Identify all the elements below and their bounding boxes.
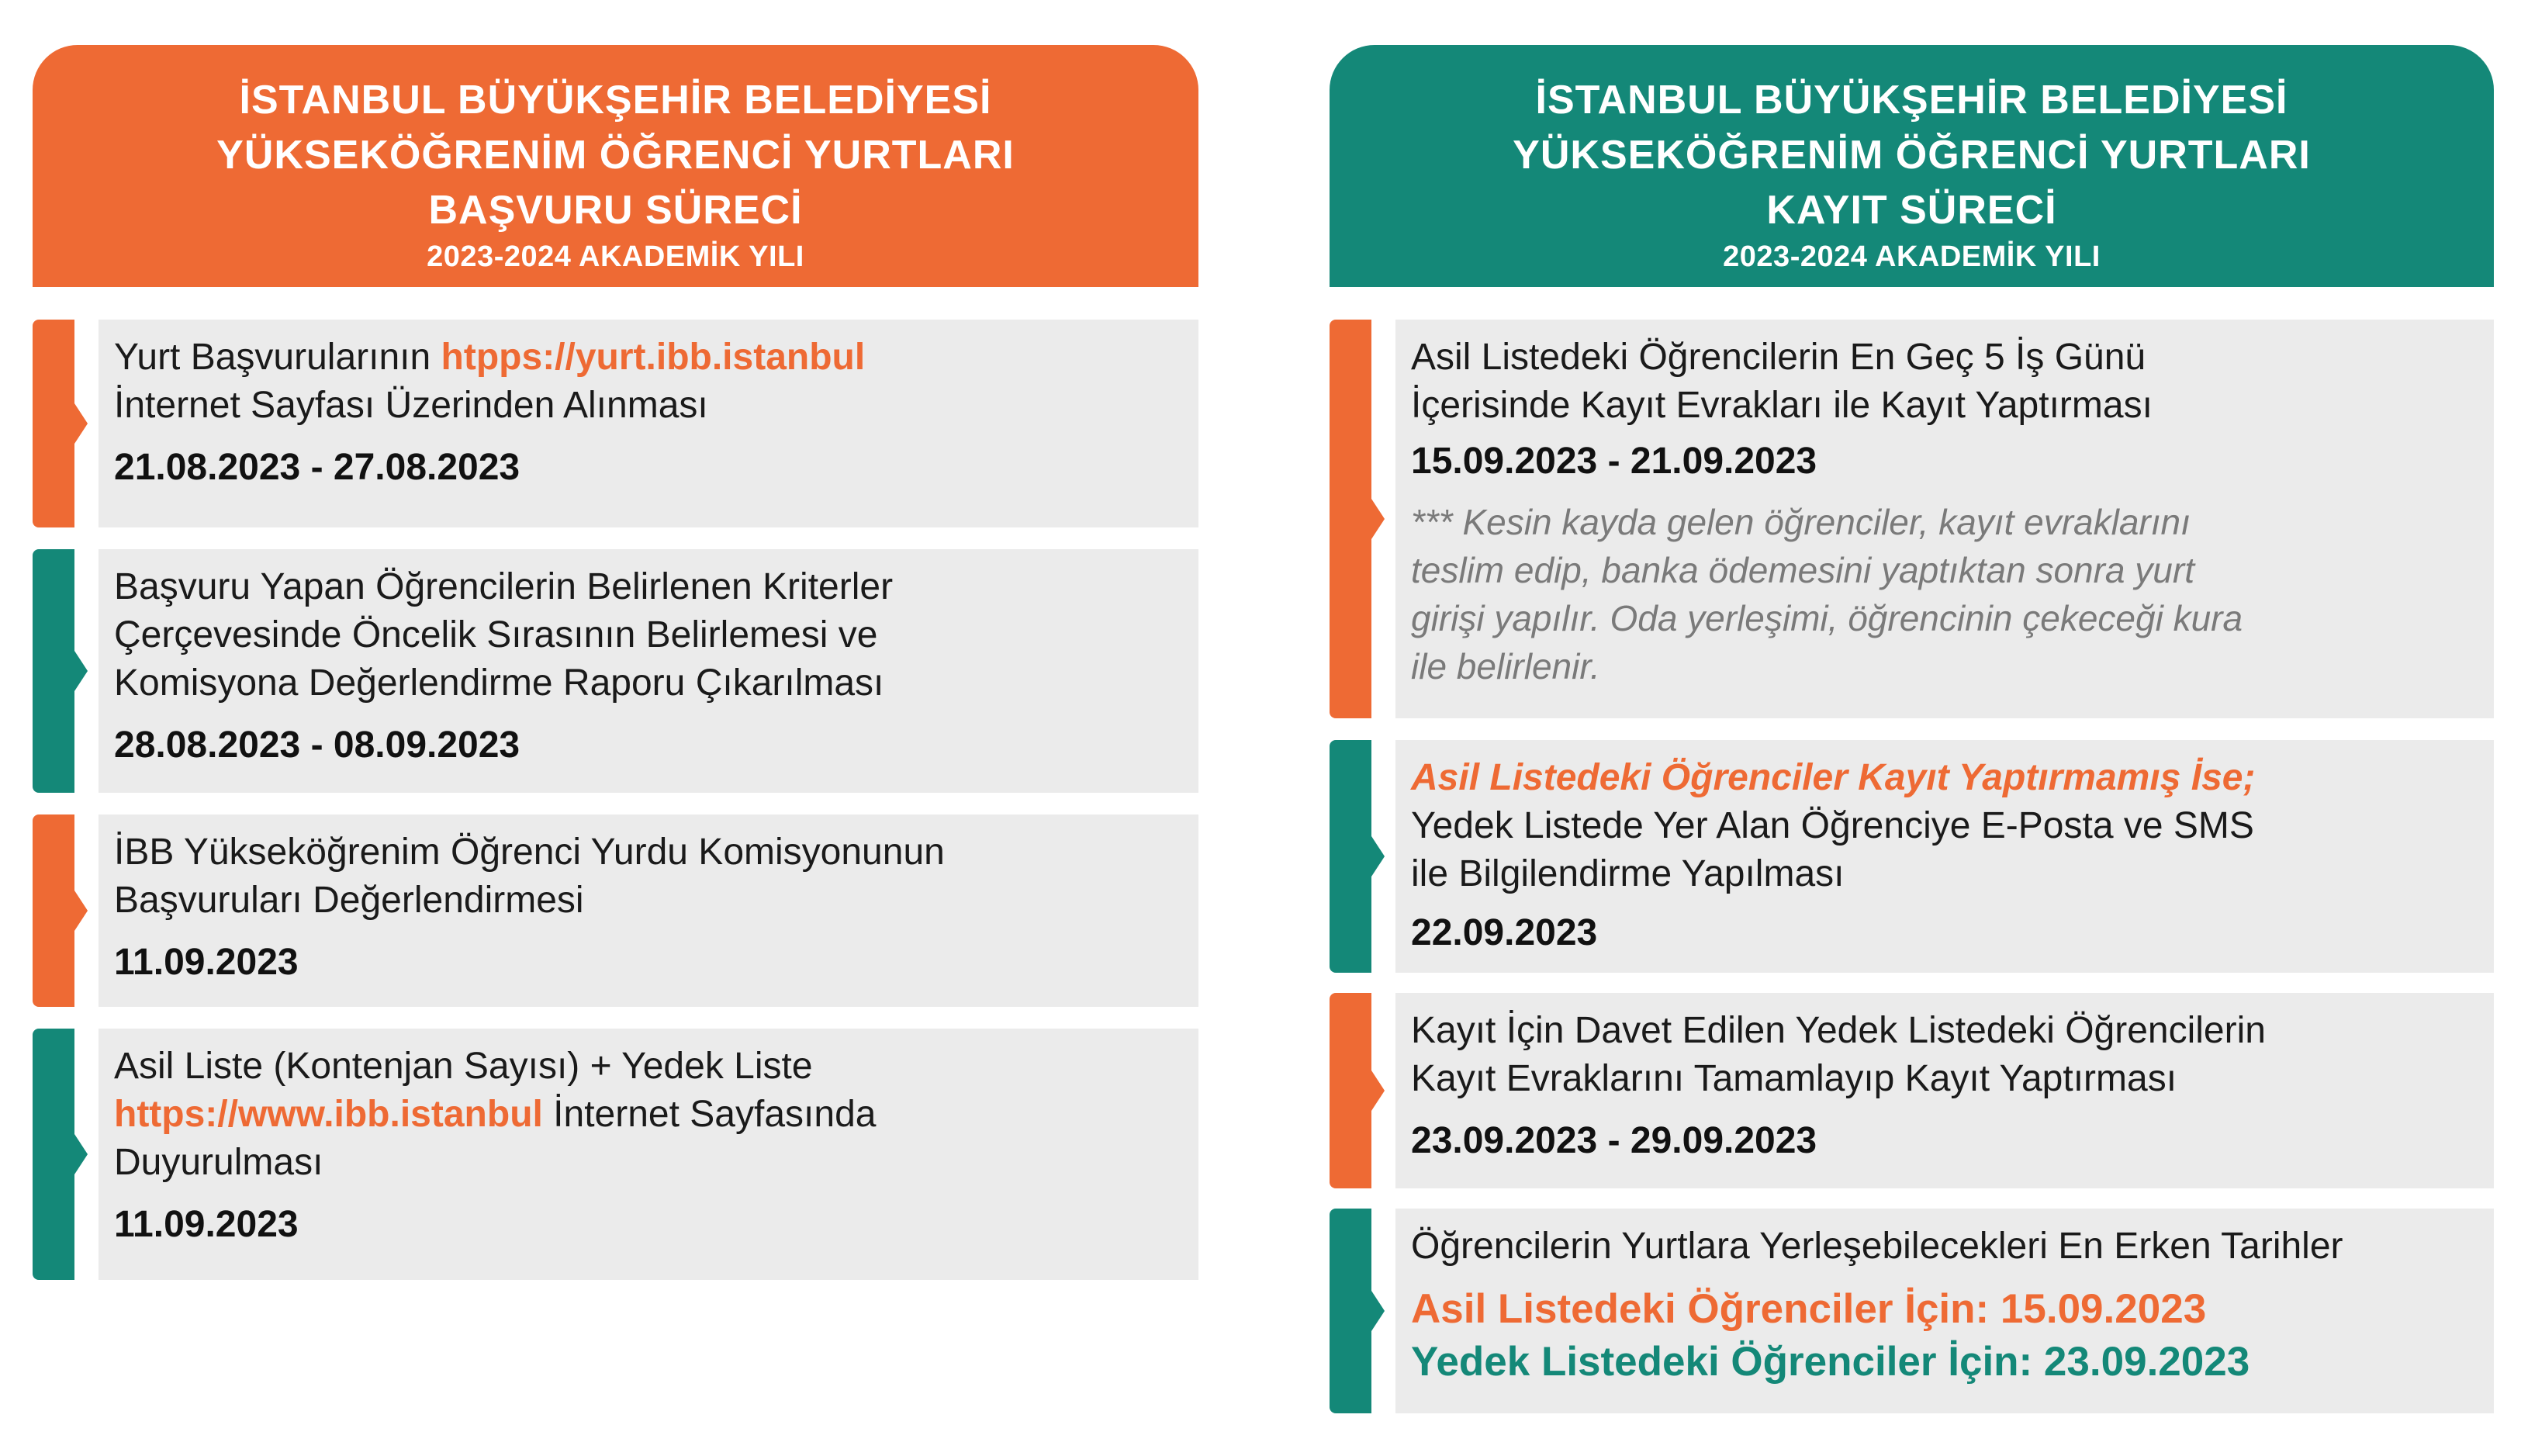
registration-process-panel [1330,45,2494,1385]
header-line-1: İSTANBUL BÜYÜKŞEHİR BELEDİYESİ [1535,78,2288,123]
application-step-3 [33,814,1198,1007]
step-date: 28.08.2023 - 08.09.2023 [114,725,520,766]
yedek-list-date: Yedek Listedeki Öğrenciler İçin: 23.09.2023 [1411,1339,2250,1385]
step-text: Başvuru Yapan Öğrencilerin Belirlenen Kriterler [114,566,894,607]
step-box [99,814,1198,1007]
step-text: Yedek Listede Yer Alan Öğrenciye E-Posta ve SMS [1411,805,2254,846]
step-marker [33,549,74,793]
registration-step-2 [1330,740,2494,973]
step-marker [1330,993,1371,1188]
application-step-4 [33,1029,1198,1280]
step-highlight: Asil Listedeki Öğrenciler Kayıt Yaptırmamış İse; [1411,757,2256,798]
step-note: ile belirlenir. [1411,646,1600,686]
step-note: girişi yapılır. Oda yerleşimi, öğrencinin çekeceği kura [1411,598,2243,638]
step-box [99,320,1198,527]
step-note: *** Kesin kayda gelen öğrenciler, kayıt evraklarını [1411,502,2191,542]
step-box [99,549,1198,793]
registration-step-4 [1330,1209,2494,1413]
step-text: Duyurulması [114,1142,323,1183]
step-date: 23.09.2023 - 29.09.2023 [1411,1120,1817,1161]
step-text: Komisyona Değerlendirme Raporu Çıkarılması [114,662,884,704]
step-text: Kayıt Evraklarını Tamamlayıp Kayıt Yaptırması [1411,1058,2177,1099]
step-text: Kayıt İçin Davet Edilen Yedek Listedeki Öğrencilerin [1411,1010,2266,1051]
step-marker [1330,1209,1371,1413]
step-box [1395,1209,2494,1413]
step-box [1395,320,2494,718]
step-box [1395,993,2494,1188]
step-text: ile Bilgilendirme Yapılması [1411,853,1845,894]
yurt-link[interactable]: htpps://yurt.ibb.istanbul [441,337,866,378]
step-text: İnternet Sayfası Üzerinden Alınması [114,385,708,426]
step-text: Asil Liste (Kontenjan Sayısı) + Yedek Liste [114,1046,813,1087]
step-marker [33,814,74,1007]
registration-step-3 [1330,993,2494,1188]
asil-list-date: Asil Listedeki Öğrenciler İçin: 15.09.2023 [1411,1286,2207,1332]
step-date: 11.09.2023 [114,1204,299,1245]
step-note: teslim edip, banka ödemesini yaptıktan sonra yurt [1411,550,2194,590]
step-text: İnternet Sayfasında [542,1094,877,1135]
step-marker [1330,740,1371,973]
header-line-3: KAYIT SÜRECİ [1766,188,2057,233]
step-marker [33,320,74,527]
ibb-link[interactable]: https://www.ibb.istanbul [114,1094,543,1135]
application-step-1 [33,320,1198,527]
step-box [99,1029,1198,1280]
step-marker [33,1029,74,1280]
application-process-panel [33,45,1198,1245]
step-date: 11.09.2023 [114,942,299,983]
step-text: Başvuruları Değerlendirmesi [114,880,584,921]
step-date: 21.08.2023 - 27.08.2023 [114,447,520,488]
step-box [1395,740,2494,973]
step-text: Çerçevesinde Öncelik Sırasının Belirlemesi ve [114,614,878,655]
application-header [33,45,1198,287]
header-line-2: YÜKSEKÖĞRENİM ÖĞRENCİ YURTLARI [216,133,1015,178]
application-step-2 [33,549,1198,793]
step-text: Öğrencilerin Yurtlara Yerleşebilecekleri En Erken Tarihler [1411,1226,2343,1267]
registration-step-1 [1330,320,2494,718]
step-text: İBB Yükseköğrenim Öğrenci Yurdu Komisyonunun [114,832,945,873]
step-text: Asil Listedeki Öğrencilerin En Geç 5 İş Günü [1411,337,2146,378]
header-year: 2023-2024 AKADEMİK YILI [1723,240,2101,273]
header-line-3: BAŞVURU SÜRECİ [428,188,803,233]
step-text: İçerisinde Kayıt Evrakları ile Kayıt Yaptırması [1411,385,2153,426]
header-line-1: İSTANBUL BÜYÜKŞEHİR BELEDİYESİ [239,78,992,123]
header-year: 2023-2024 AKADEMİK YILI [427,240,804,273]
step-marker [1330,320,1371,718]
step-date: 22.09.2023 [1411,912,1598,953]
header-line-2: YÜKSEKÖĞRENİM ÖĞRENCİ YURTLARI [1513,133,2311,178]
registration-header [1330,45,2494,287]
step-date: 15.09.2023 - 21.09.2023 [1411,441,1817,482]
step-text: Yurt Başvurularının [114,337,441,378]
